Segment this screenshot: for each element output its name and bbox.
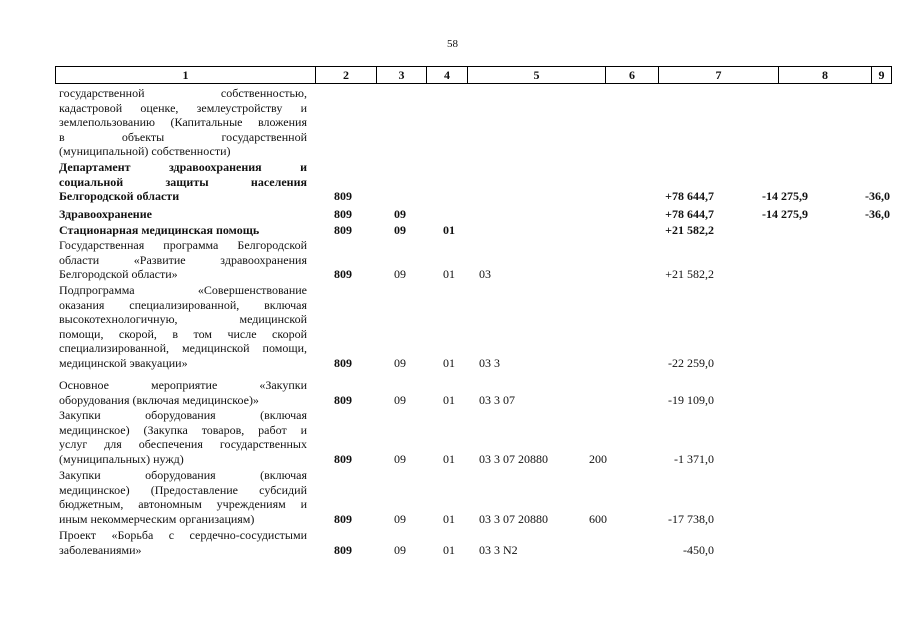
code-ministry: 809 (334, 451, 352, 466)
amount-change: +78 644,7 (665, 189, 714, 203)
description-line: оборудования (включая медицинское)» (59, 392, 259, 407)
description-line: в объекты государственной (59, 129, 307, 144)
description-line: помощи, скорой, в том числе скорой (59, 326, 307, 341)
code-section: 09 (394, 355, 406, 370)
description-line: медицинской эвакуации» (59, 355, 188, 370)
code-section: 09 (394, 542, 406, 557)
code-ministry: 809 (334, 189, 352, 203)
row-description (59, 378, 307, 407)
row-description (59, 468, 307, 526)
code-section: 09 (394, 223, 406, 237)
amount-change-3: -36,0 (865, 207, 890, 221)
description-line: государственной собственностью, (59, 86, 307, 100)
code-subsection: 01 (443, 392, 455, 407)
description-line: иным некоммерческим организациям) (59, 511, 255, 526)
amount-change: +78 644,7 (665, 207, 714, 221)
description-line: медицинское) (Закупка товаров, работ и (59, 422, 307, 437)
header-col-1: 1 (56, 67, 316, 83)
header-col-2: 2 (316, 67, 377, 83)
description-line: бюджетным, автономным учреждениям и (59, 497, 307, 511)
row-description (59, 223, 307, 238)
row-description (59, 283, 307, 370)
code-ministry: 809 (334, 542, 352, 557)
code-subsection: 01 (443, 267, 455, 281)
description-line: Подпрограмма «Совершенствование (59, 283, 307, 297)
code-target: 03 3 07 20880 (479, 451, 548, 466)
description-line: Проект «Борьба с сердечно-сосудистыми (59, 528, 307, 542)
code-ministry: 809 (334, 511, 352, 526)
code-subsection: 01 (443, 223, 455, 237)
row-description (59, 86, 307, 159)
description-line: медицинское) (Предоставление субсидий (59, 482, 307, 497)
description-line: Закупки оборудования (включая (59, 408, 307, 422)
code-section: 09 (394, 511, 406, 526)
table-header (55, 66, 892, 84)
code-ministry: 809 (334, 223, 352, 237)
description-line: специализированной, медицинской помощи, (59, 341, 307, 355)
description-line: Закупки оборудования (включая (59, 468, 307, 482)
code-target: 03 3 N2 (479, 542, 518, 557)
header-col-5: 5 (468, 67, 606, 83)
code-subsection: 01 (443, 542, 455, 557)
description-line: Стационарная медицинская помощь (59, 223, 260, 237)
code-section: 09 (394, 267, 406, 281)
code-target: 03 3 07 (479, 392, 515, 407)
description-line: услуг для обеспечения государственных (59, 437, 307, 451)
header-col-9: 9 (872, 67, 892, 83)
code-expense-type: 600 (589, 511, 607, 526)
description-line: Белгородской области (59, 189, 180, 203)
code-ministry: 809 (334, 392, 352, 407)
amount-change: +21 582,2 (665, 267, 714, 281)
code-target: 03 (479, 267, 491, 281)
description-line: заболеваниями» (59, 542, 142, 557)
header-col-6: 6 (606, 67, 659, 83)
row-description (59, 238, 307, 282)
code-section: 09 (394, 207, 406, 221)
description-line: Основное мероприятие «Закупки (59, 378, 307, 392)
amount-change: -450,0 (683, 542, 714, 557)
description-line: Белгородской области» (59, 267, 178, 281)
code-subsection: 01 (443, 511, 455, 526)
amount-change: -19 109,0 (668, 392, 714, 407)
header-col-3: 3 (377, 67, 427, 83)
description-line: оказания специализированной, включая (59, 297, 307, 312)
description-line: (муниципальных) нужд) (59, 451, 184, 466)
code-target: 03 3 07 20880 (479, 511, 548, 526)
amount-change-2: -14 275,9 (762, 207, 808, 221)
code-section: 09 (394, 451, 406, 466)
header-col-7: 7 (659, 67, 779, 83)
page-number: 58 (447, 38, 458, 50)
description-line: социальной защиты населения (59, 174, 307, 189)
row-description (59, 160, 307, 204)
amount-change-3: -36,0 (865, 189, 890, 203)
code-ministry: 809 (334, 207, 352, 221)
header-col-8: 8 (779, 67, 872, 83)
amount-change: +21 582,2 (665, 223, 714, 237)
description-line: (муниципальной) собственности) (59, 144, 231, 158)
amount-change: -17 738,0 (668, 511, 714, 526)
description-line: области «Развитие здравоохранения (59, 252, 307, 267)
description-line: Государственная программа Белгородской (59, 238, 307, 252)
row-description (59, 207, 307, 222)
code-subsection: 01 (443, 355, 455, 370)
row-description (59, 408, 307, 466)
code-expense-type: 200 (589, 451, 607, 466)
description-line: Департамент здравоохранения и (59, 160, 307, 174)
amount-change-2: -14 275,9 (762, 189, 808, 203)
description-line: Здравоохранение (59, 207, 152, 221)
code-ministry: 809 (334, 267, 352, 281)
amount-change: -22 259,0 (668, 355, 714, 370)
code-section: 09 (394, 392, 406, 407)
description-line: землепользованию (Капитальные вложения (59, 115, 307, 129)
code-target: 03 3 (479, 355, 500, 370)
amount-change: -1 371,0 (674, 451, 714, 466)
code-subsection: 01 (443, 451, 455, 466)
row-description (59, 528, 307, 557)
description-line: кадастровой оценке, землеустройству и (59, 100, 307, 115)
description-line: высокотехнологичную, медицинской (59, 312, 307, 326)
header-col-4: 4 (427, 67, 468, 83)
code-ministry: 809 (334, 355, 352, 370)
